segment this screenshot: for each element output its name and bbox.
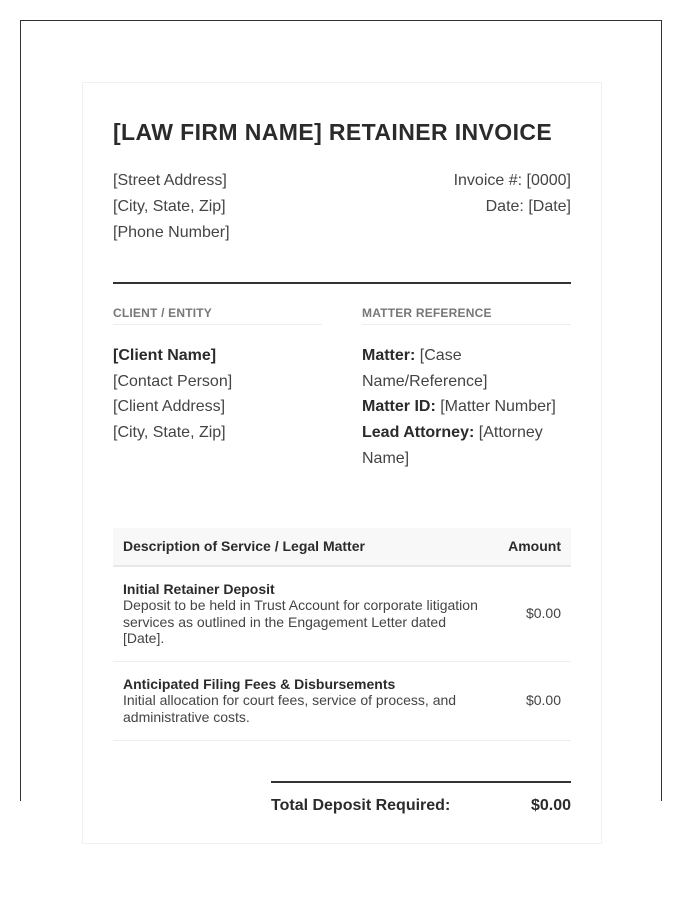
amount-column-header: Amount: [495, 528, 571, 566]
firm-details: [113, 168, 571, 246]
matter-details: [362, 343, 571, 472]
service-detail: Initial allocation for court fees, service of process, and administrative costs.: [123, 692, 457, 725]
matter-name-value: [Case Name/Reference]: [362, 347, 488, 390]
invoice-page: [82, 82, 602, 844]
service-amount: $0.00: [495, 566, 571, 662]
client-block: [113, 306, 322, 472]
service-title: Anticipated Filing Fees & Disbursements: [123, 676, 396, 693]
parties-section: [113, 306, 571, 472]
document-viewport: [20, 20, 662, 814]
lead-attorney-value: [Attorney Name]: [362, 424, 543, 467]
invoice-date: [454, 194, 571, 220]
table-row: [113, 566, 571, 662]
table-row: [113, 661, 571, 740]
description-column-header: Description of Service / Legal Matter: [113, 528, 495, 566]
matter-name: [362, 343, 571, 394]
services-table: [113, 528, 571, 741]
lead-attorney-label: Lead Attorney:: [362, 424, 475, 442]
client-city: [City, State, Zip]: [113, 424, 226, 442]
service-description: [113, 661, 495, 740]
table-header-row: [113, 528, 571, 566]
matter-id-value: [Matter Number]: [440, 398, 556, 416]
client-address: [Client Address]: [113, 398, 226, 416]
client-contact: [Contact Person]: [113, 372, 233, 390]
service-detail: Deposit to be held in Trust Account for corporate litigation services as outlined in the Engagement Letter dated [Date].: [123, 597, 478, 646]
invoice-date-value: [Date]: [528, 198, 571, 215]
invoice-content: [113, 119, 571, 815]
invoice-number-label: Invoice #:: [453, 172, 523, 189]
service-title: Initial Retainer Deposit: [123, 580, 275, 597]
total-label: Total Deposit Required:: [271, 796, 451, 814]
total-value: $0.00: [530, 796, 571, 814]
firm-city: [City, State, Zip]: [113, 198, 226, 215]
invoice-meta: [454, 168, 571, 246]
invoice-number-value: [0000]: [526, 172, 571, 189]
invoice-date-label: Date:: [485, 198, 524, 215]
invoice-number: [454, 168, 571, 194]
client-details: [113, 343, 322, 446]
client-section-label: CLIENT / ENTITY: [113, 306, 322, 325]
total-row: [271, 781, 571, 815]
matter-id-label: Matter ID:: [362, 398, 436, 416]
matter-section-label: MATTER REFERENCE: [362, 306, 571, 325]
matter-id: [362, 394, 571, 420]
matter-name-label: Matter:: [362, 347, 416, 364]
firm-street: [Street Address]: [113, 172, 227, 189]
header-divider: [113, 282, 571, 284]
lead-attorney: [362, 420, 571, 471]
service-description: [113, 566, 495, 662]
client-name: [Client Name]: [113, 347, 217, 364]
firm-phone: [Phone Number]: [113, 224, 230, 241]
matter-block: [362, 306, 571, 472]
invoice-title: [LAW FIRM NAME] RETAINER INVOICE: [113, 119, 553, 145]
firm-address: [113, 168, 230, 246]
service-amount: $0.00: [495, 661, 571, 740]
